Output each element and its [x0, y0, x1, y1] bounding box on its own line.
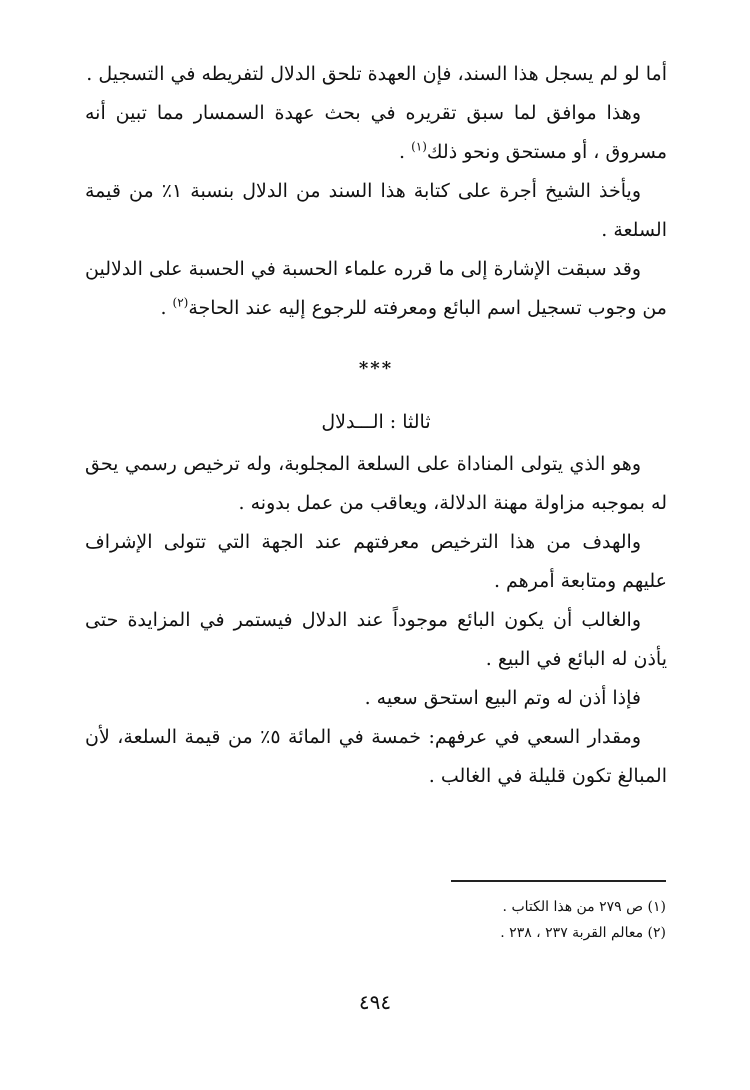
footnote-1: (١) ص ٢٧٩ من هذا الكتاب .: [502, 899, 666, 915]
paragraph-1: [85, 55, 667, 94]
paragraph-4-tail: .: [160, 297, 173, 319]
paragraph-3-text: ويأخذ الشيخ أجرة على كتابة هذا السند من الدلال بنسبة ١٪ من قيمة السلعة .: [85, 180, 667, 241]
paragraph-1-text: أما لو لم يسجل هذا السند، فإن العهدة تلحق الدلال لتفريطه في التسجيل .: [86, 63, 667, 85]
section-heading: ثالثا : الـــدلال: [321, 411, 431, 433]
section-paragraph-5: ومقدار السعي في عرفهم: خمسة في المائة ٥٪ من قيمة السلعة، لأن المبالغ تكون قليلة في الغالب .: [85, 726, 667, 787]
page-number: ٤٩٤: [358, 990, 392, 1014]
paragraph-4: [85, 250, 667, 328]
paragraph-3: [85, 172, 667, 250]
section-separator: ***: [358, 358, 394, 379]
paragraph-2-tail: .: [398, 141, 412, 163]
section-paragraph-2: والهدف من هذا الترخيص معرفتهم عند الجهة التي تتولى الإشراف عليهم ومتابعة أمرهم .: [85, 531, 667, 592]
paragraph-4-text: وقد سبقت الإشارة إلى ما قرره علماء الحسبة في الحسبة على الدلالين من وجوب تسجيل اسم البائع ومعرفته للرجوع إليه عند الحاجة: [85, 258, 667, 319]
footnotes: [246, 894, 666, 946]
paragraph-2-text: وهذا موافق لما سبق تقريره في بحث عهدة السمسار مما تبين أنه مسروق ، أو مستحق ونحو ذلك: [85, 102, 667, 163]
paragraph-2: [85, 94, 667, 172]
section-paragraph-4: فإذا أذن له وتم البيع استحق سعيه .: [364, 687, 641, 709]
section-paragraph-3: والغالب أن يكون البائع موجوداً عند الدلال فيستمر في المزايدة حتى يأذن له البائع في البيع .: [85, 609, 667, 670]
section-paragraph-1: وهو الذي يتولى المناداة على السلعة المجلوبة، وله ترخيص رسمي يحق له بموجبه مزاولة مهنة الدلالة، ويعاقب من عمل بدونه .: [85, 453, 667, 514]
footnote-ref-2: (٢): [172, 295, 189, 310]
page-body: [85, 55, 667, 796]
footnote-ref-1: (١): [411, 139, 427, 154]
footnote-2: (٢) معالم القربة ٢٣٧ ، ٢٣٨ .: [500, 925, 666, 941]
footnote-divider: [451, 880, 666, 882]
